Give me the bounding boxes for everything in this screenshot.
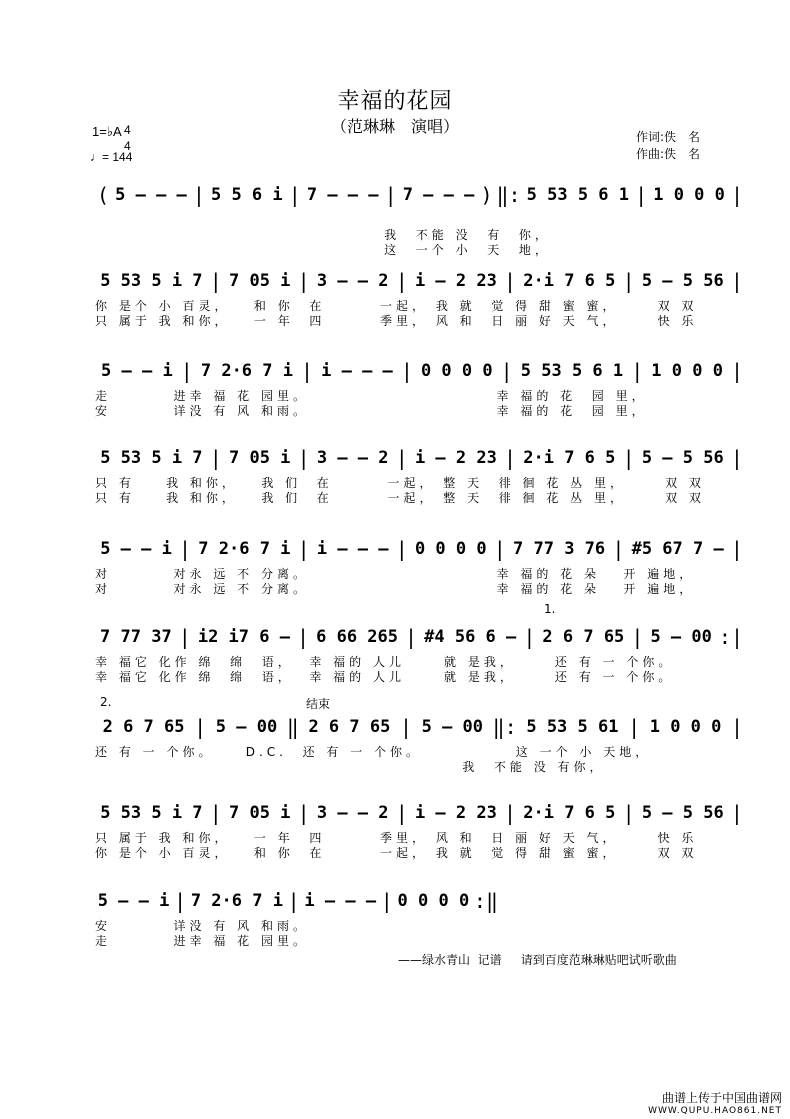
- barline: ‖:: [492, 715, 517, 739]
- barline: |: [730, 183, 743, 207]
- barline: |: [178, 625, 191, 649]
- barline: |: [194, 715, 207, 739]
- barline: |: [405, 625, 418, 649]
- barline: ): [480, 183, 493, 207]
- barline: |: [631, 625, 644, 649]
- site-watermark: [648, 1092, 782, 1118]
- barline: |: [628, 715, 641, 739]
- measure: 5 53 5 61: [526, 717, 619, 737]
- barline: |: [395, 446, 408, 470]
- lyrics-verse-2: 我 不能 没 有 你，: [95, 228, 551, 242]
- barline: |: [180, 359, 193, 383]
- ending-label: 结束: [306, 697, 331, 711]
- barline: |: [635, 183, 648, 207]
- measure: 7 05 i: [228, 271, 291, 291]
- lyrics-verse-2: 只 属于 我 和你， 一 年 四 季里， 风 和 日 丽 好 天 气， 快 乐: [95, 314, 698, 328]
- measure: 2 6 7 65: [102, 717, 185, 737]
- measure: 5 – 5 56: [641, 803, 724, 823]
- measure: 7 – – –: [402, 185, 475, 205]
- barline: |: [730, 446, 743, 470]
- lyrics-verse-3: 这 一个 小 天 地，: [95, 243, 551, 257]
- measure: 1 0 0 0: [649, 717, 722, 737]
- barline: |: [297, 269, 310, 293]
- lyrics-verse-2: 只 有 我 和你， 我 们 在 一起， 整 天 徘 徊 花 丛 里， 双 双: [95, 491, 705, 505]
- measure: 7 77 3 76: [513, 539, 606, 559]
- measure: i – 2 23: [414, 271, 497, 291]
- measure: i – 2 23: [414, 803, 497, 823]
- composer-credit: 作曲:佚 名: [636, 147, 701, 161]
- site-name: 曲谱上传于中国曲谱网: [661, 1091, 782, 1105]
- barline: |: [297, 537, 310, 561]
- notation-line: [95, 182, 745, 208]
- lyrics-verse-1: 只 属于 我 和你， 一 年 四 季里， 风 和 日 丽 好 天 气， 快 乐: [95, 831, 698, 845]
- notation-line: [95, 445, 745, 471]
- volta-1-label: 1.: [544, 602, 556, 616]
- barline: |: [192, 183, 205, 207]
- measure: 3 – – 2: [316, 803, 389, 823]
- measure: 5 – 00: [421, 717, 484, 737]
- tempo-mark: ♩= 144: [90, 150, 133, 164]
- key-signature: 1=♭A: [92, 124, 122, 139]
- measure: i2 i7 6 –: [197, 627, 290, 647]
- measure: 5 – 5 56: [641, 271, 724, 291]
- notation-line: [95, 536, 745, 562]
- barline: |: [209, 446, 222, 470]
- measure: 7 – – –: [306, 185, 379, 205]
- song-title: 幸福的花园: [337, 89, 453, 114]
- lyrics-verse-1: 你 是个 小 百灵， 和 你 在 一起， 我 就 觉 得 甜 蜜 蜜， 双 双: [95, 299, 698, 313]
- measure: 2 6 7 65: [308, 717, 391, 737]
- score-row: [0, 624, 790, 728]
- measure: 1 0 0 0: [651, 361, 723, 381]
- lyrics-verse-2: 走 进幸 福 花 园里。: [95, 934, 309, 948]
- lyrics-verse-2: 你 是个 小 百灵， 和 你 在 一起， 我 就 觉 得 甜 蜜 蜜， 双 双: [95, 846, 698, 860]
- score-row: [0, 888, 790, 992]
- barline: |: [297, 801, 310, 825]
- measure: 5 – – –: [115, 185, 187, 205]
- measure: 5 53 5 6 1: [520, 361, 624, 381]
- barline: |: [523, 625, 536, 649]
- barline: |: [395, 537, 408, 561]
- barline: |: [179, 537, 192, 561]
- lyricist-credit: 作词:佚 名: [636, 130, 701, 144]
- measure: #4 56 6 –: [424, 627, 517, 647]
- lyrics-verse-2: 安 详没 有 风 和雨。 幸 福的 花 园 里，: [95, 404, 648, 418]
- measure: 2·i 7 6 5: [523, 803, 616, 823]
- barline: |: [209, 269, 222, 293]
- measure: 0 0 0 0: [397, 891, 470, 911]
- measure: 7 2·6 7 i: [198, 539, 291, 559]
- lyrics-verse-2: 对 对永 远 不 分离。 幸 福的 花 朵 开 遍地，: [95, 582, 696, 596]
- barline: |: [504, 801, 517, 825]
- notation-line: [95, 714, 745, 740]
- measure: 5 – – i: [97, 891, 170, 911]
- measure: 0 0 0 0: [420, 361, 493, 381]
- barline: |: [504, 446, 517, 470]
- barline: |: [400, 359, 413, 383]
- measure: 5 – 00: [215, 717, 278, 737]
- lyrics-verse-1: 走 进幸 福 花 园里。 幸 福的 花 园 里，: [95, 389, 648, 403]
- measure: i – – –: [321, 361, 393, 381]
- barline: ‖:: [496, 183, 521, 207]
- barline: |: [380, 889, 393, 913]
- score-row: [0, 268, 790, 372]
- measure: 1 0 0 0: [653, 185, 725, 205]
- song-subtitle: （范琳琳 演唱）: [330, 117, 459, 136]
- barline: (: [97, 183, 110, 207]
- lyrics-verse-2: 幸 福它 化作 绵 绵 语， 幸 福的 人儿 就 是我， 还 有 一 个你。: [95, 670, 675, 684]
- measure: i – – –: [316, 539, 389, 559]
- notation-line: [95, 800, 745, 826]
- notation-line: [95, 888, 500, 914]
- measure: 0 0 0 0: [414, 539, 487, 559]
- measure: 2 6 7 65: [542, 627, 625, 647]
- measure: 5 53 5 i 7: [100, 803, 203, 823]
- barline: |: [395, 801, 408, 825]
- barline: ‖: [286, 715, 299, 739]
- site-url: WWW.QUPU.HAO861.NET: [648, 1106, 782, 1116]
- measure: 5 – – i: [100, 539, 172, 559]
- barline: |: [631, 359, 644, 383]
- lyrics-verse-1: 幸 福它 化作 绵 绵 语， 幸 福的 人儿 就 是我， 还 有 一 个你。: [95, 655, 675, 669]
- barline: |: [612, 537, 625, 561]
- barline: |: [731, 715, 744, 739]
- measure: 5 – 5 56: [641, 448, 724, 468]
- volta-2-label: 2.: [100, 695, 112, 709]
- barline: |: [297, 625, 310, 649]
- barline: |: [622, 446, 635, 470]
- measure: 3 – – 2: [316, 271, 389, 291]
- meter-top: 4: [124, 123, 131, 137]
- barline: |: [174, 889, 187, 913]
- lyrics-verse-1: 只 有 我 和你， 我 们 在 一起， 整 天 徘 徊 花 丛 里， 双 双: [95, 476, 705, 490]
- measure: 5 53 5 i 7: [100, 448, 203, 468]
- notation-line: [95, 624, 745, 650]
- barline: |: [730, 269, 743, 293]
- notation-line: [95, 268, 745, 294]
- barline: |: [399, 715, 412, 739]
- measure: 5 – 00: [650, 627, 712, 647]
- measure: 5 – – i: [101, 361, 173, 381]
- measure: 2·i 7 6 5: [523, 271, 616, 291]
- measure: 7 05 i: [228, 803, 291, 823]
- barline: |: [622, 801, 635, 825]
- barline: |: [209, 801, 222, 825]
- barline: |: [287, 889, 300, 913]
- barline: |: [622, 269, 635, 293]
- barline: |: [301, 359, 314, 383]
- measure: 2·i 7 6 5: [523, 448, 616, 468]
- lyrics-verse-2: 我 不能 没 有你，: [95, 760, 606, 774]
- measure: 7 05 i: [228, 448, 291, 468]
- measure: 7 77 37: [100, 627, 172, 647]
- lyrics-verse-1: 还 有 一 个你。 D.C. 还 有 一 个你。 这 一个 小 天地，: [95, 745, 652, 759]
- barline: |: [384, 183, 397, 207]
- barline: |: [500, 359, 513, 383]
- measure: 5 53 5 i 7: [100, 271, 203, 291]
- measure: i – 2 23: [414, 448, 497, 468]
- measure: 3 – – 2: [316, 448, 389, 468]
- measure: 6 66 265: [316, 627, 398, 647]
- lyrics-verse-1: 安 详没 有 风 和雨。: [95, 919, 309, 933]
- transcriber-note: ——绿水青山 记谱 请到百度范琳琳贴吧试听歌曲: [398, 953, 677, 967]
- notation-line: [95, 358, 745, 384]
- barline: |: [395, 269, 408, 293]
- barline: |: [297, 446, 310, 470]
- measure: #5 67 7 –: [631, 539, 724, 559]
- barline: |: [731, 359, 744, 383]
- barline: |: [493, 537, 506, 561]
- barline: :‖: [473, 889, 499, 913]
- measure: 7 2·6 7 i: [190, 891, 283, 911]
- measure: 5 53 5 6 1: [526, 185, 630, 205]
- lyrics-verse-1: 对 对永 远 不 分离。 幸 福的 花 朵 开 遍地，: [95, 567, 696, 581]
- barline: |: [730, 537, 743, 561]
- barline: |: [504, 269, 517, 293]
- measure: i – – –: [304, 891, 377, 911]
- score-row: [0, 445, 790, 549]
- barline: |: [288, 183, 301, 207]
- barline: |: [730, 801, 743, 825]
- meter-bottom: 4: [124, 139, 131, 153]
- measure: 5 5 6 i: [210, 185, 283, 205]
- measure: 7 2·6 7 i: [200, 361, 293, 381]
- barline: :|: [718, 625, 743, 649]
